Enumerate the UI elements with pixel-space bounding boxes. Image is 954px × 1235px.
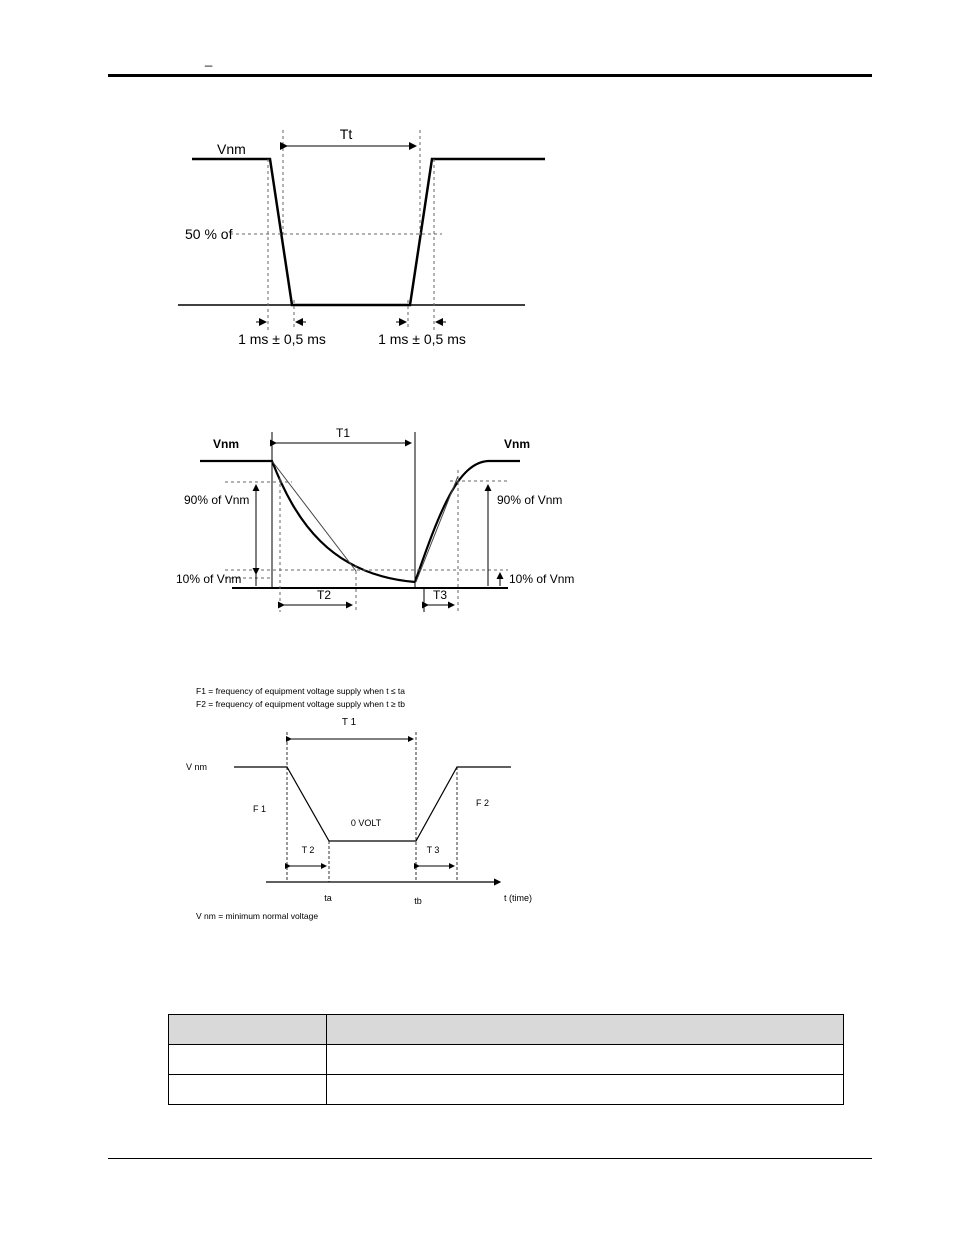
t1-label: T 1 (341, 717, 357, 728)
table-cell (169, 1045, 327, 1075)
vnm-label: V nm (186, 762, 208, 772)
data-table (168, 1014, 844, 1105)
t3-label: T3 (432, 588, 448, 602)
zero-volt-label: 0 VOLT (350, 818, 382, 828)
f1-label: F 1 (253, 804, 267, 814)
header-mark: _ (205, 52, 213, 67)
t3-label: T 3 (426, 845, 440, 855)
p90-right-label: 90% of Vnm (497, 493, 563, 507)
table-cell (169, 1075, 327, 1105)
p10-right-label: 10% of Vnm (509, 572, 575, 586)
vnm-right-label: Vnm (504, 437, 531, 451)
vnm-label: Vnm (217, 141, 246, 157)
ta-label: ta (324, 893, 332, 903)
tb-label: tb (414, 896, 422, 906)
table-row (169, 1075, 844, 1105)
f2-label: F 2 (476, 798, 490, 808)
table-row (169, 1045, 844, 1075)
table-header-cell (169, 1015, 327, 1045)
guide-lines (287, 732, 457, 882)
vnm-left-label: Vnm (213, 437, 240, 451)
t2-label: T 2 (301, 845, 315, 855)
table-cell (327, 1045, 844, 1075)
waveform (234, 767, 511, 841)
footnote: V nm = minimum normal voltage (196, 911, 319, 921)
rise-tolerance-label: 1 ms ± 0,5 ms (378, 331, 466, 347)
table-header-row (169, 1015, 844, 1045)
fall-tolerance-label: 1 ms ± 0,5 ms (238, 331, 326, 347)
p10-left-label: 10% of Vnm (176, 572, 242, 586)
fifty-percent-label: 50 % of (185, 226, 233, 242)
p90-left-label: 90% of Vnm (184, 493, 250, 507)
table-cell (327, 1075, 844, 1105)
t2-label: T2 (316, 588, 332, 602)
legend-f2: F2 = frequency of equipment voltage supply when t ≥ tb (196, 699, 406, 709)
t1-label: T1 (335, 426, 351, 440)
tt-label: Tt (339, 126, 353, 142)
legend-f1: F1 = frequency of equipment voltage supply when t ≤ ta (196, 686, 406, 696)
footer-rule (108, 1158, 872, 1159)
table-header-cell (327, 1015, 844, 1045)
time-label: t (time) (504, 893, 532, 903)
